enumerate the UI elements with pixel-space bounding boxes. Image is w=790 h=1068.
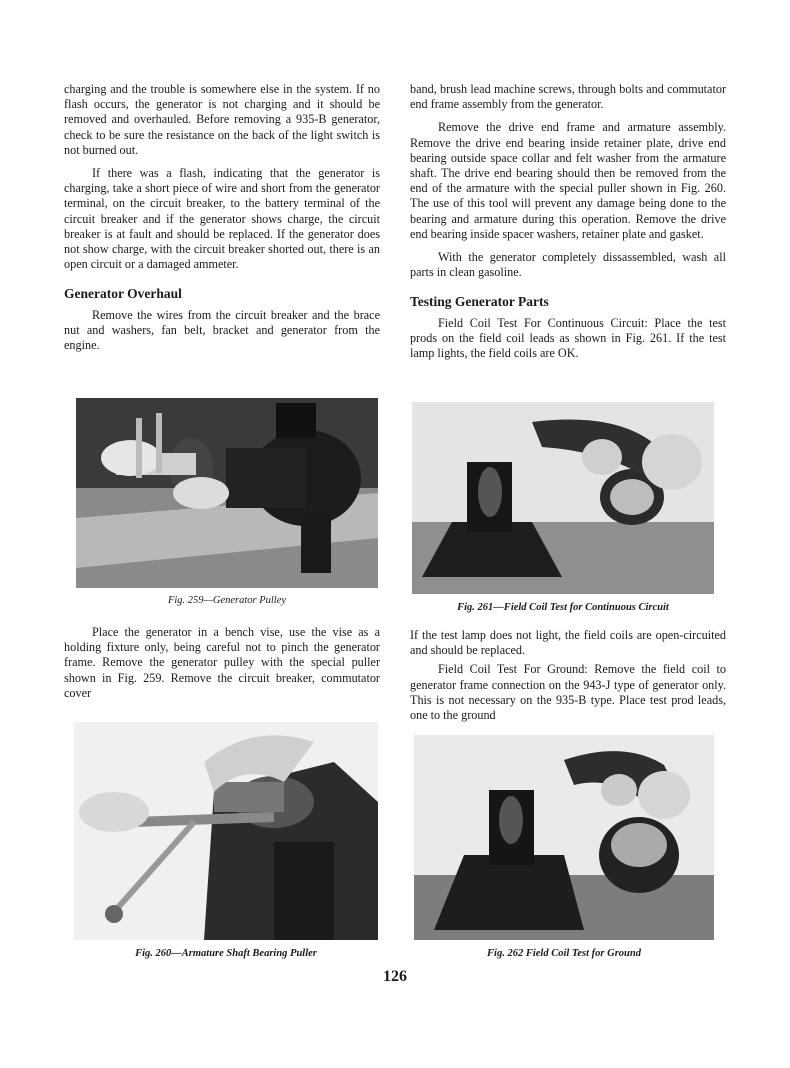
paragraph: With the generator completely dissassembled, wash all parts in clean gasoline. <box>410 250 726 280</box>
paragraph: charging and the trouble is somewhere else in the system. If no flash occurs, the generator is not charging and it should be removed and overhauled. Before removing a 935-B generator, check to be sure the resistance on the back of the light switch is not burned out. <box>64 82 380 157</box>
paragraph: Field Coil Test For Ground: Remove the field coil to generator frame connection on the 943-J type of generator only. This is not necessary on the 935-B type. Place test prod leads, one to the ground <box>410 662 726 723</box>
section-heading: Generator Overhaul <box>64 286 182 302</box>
figure-caption: Fig. 260—Armature Shaft Bearing Puller <box>135 948 317 959</box>
figure-caption: Fig. 261—Field Coil Test for Continuous Circuit <box>457 602 669 613</box>
section-heading: Testing Generator Parts <box>410 294 549 310</box>
paragraph: If there was a flash, indicating that the generator is charging, take a short piece of wire and short from the generator terminal, on the circuit breaker, to the battery terminal of the circuit breaker and if the generator shows charge, the circuit breaker is at fault and should be replaced. If the generator does not show charge, with the circuit breaker shorted out, there is an open circuit or a damaged ammeter. <box>64 166 380 272</box>
field-coil-continuous-photo <box>412 402 714 594</box>
paragraph: If the test lamp does not light, the field coils are open-circuited and should be replaced. <box>410 628 726 658</box>
field-coil-ground-illustration <box>414 735 714 940</box>
paragraph: Remove the wires from the circuit breaker and the brace nut and washers, fan belt, bracket and generator from the engine. <box>64 307 380 353</box>
armature-puller-photo <box>74 722 378 940</box>
page-number: 126 <box>383 968 407 985</box>
figure-262 <box>414 735 714 962</box>
right-column-bottom <box>410 628 726 723</box>
armature-puller-illustration <box>74 722 378 940</box>
figure-260 <box>74 722 378 962</box>
paragraph: band, brush lead machine screws, through bolts and commutator end frame assembly from the generator. <box>410 82 726 112</box>
left-column-top <box>64 82 380 353</box>
figure-caption: Fig. 262 Field Coil Test for Ground <box>487 948 641 959</box>
paragraph: Place the generator in a bench vise, use the vise as a holding fixture only, being careful not to pinch the generator frame. Remove the generator pulley with the special puller shown in Fig. 259. Remove the circuit breaker, commutator cover <box>64 625 380 700</box>
field-coil-ground-photo <box>414 735 714 940</box>
generator-pulley-photo <box>76 398 378 588</box>
right-column-top <box>410 82 726 361</box>
figure-259 <box>76 398 378 608</box>
field-coil-continuous-illustration <box>412 402 714 594</box>
figure-261 <box>412 402 714 617</box>
generator-pulley-illustration <box>76 398 378 588</box>
left-column-bottom <box>64 625 380 701</box>
paragraph: Field Coil Test For Continuous Circuit: Place the test prods on the field coil leads as shown in Fig. 261. If the test lamp lights, the field coils are OK. <box>410 315 726 361</box>
figure-caption: Fig. 259—Generator Pulley <box>167 595 287 606</box>
paragraph: Remove the drive end frame and armature assembly. Remove the drive end bearing inside retainer plate, drive end bearing outside space collar and felt washer from the armature shaft. The drive end bearing should then be removed from the end of the armature with the special puller shown in Fig. 260. The use of this tool will prevent any damage being done to the bearing and armature during this operation. Remove the drive end bearing inside spacer washers, retainer plate and gasket. <box>410 120 726 241</box>
